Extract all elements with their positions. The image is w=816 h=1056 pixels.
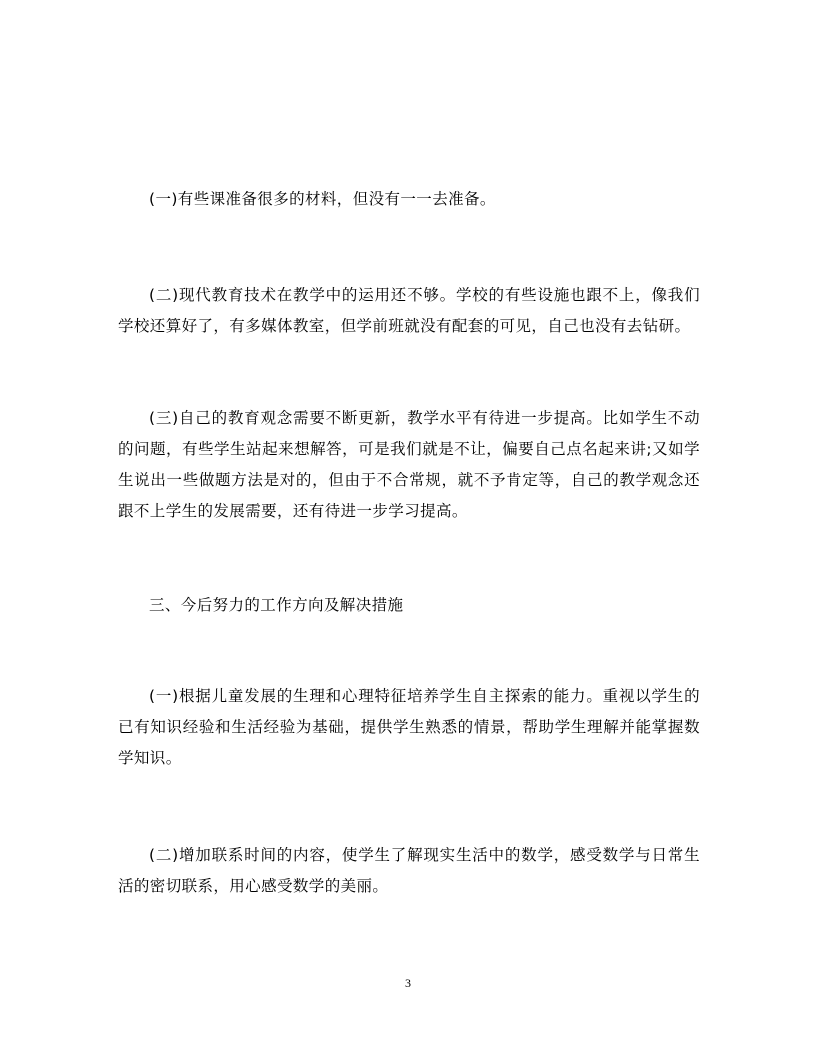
paragraph-4: (一)根据儿童发展的生理和心理特征培养学生自主探索的能力。重视以学生的已有知识经验和生活经验为基础，提供学生熟悉的情景，帮助学生理解并能掌握数学知识。 xyxy=(118,687,700,767)
paragraph-5: (二)增加联系时间的内容，使学生了解现实生活中的数学，感受数学与日常生活的密切联系，用心感受数学的美丽。 xyxy=(118,846,700,895)
page-number: 3 xyxy=(405,976,411,990)
paragraph-3: (三)自己的教育观念需要不断更新，教学水平有待进一步提高。比如学生不动的问题，有些学生站起来想解答，可是我们就是不让，偏要自己点名起来讲;又如学生说出一些做题方法是对的，但由于不合常规，就不予肯定等，自己的教学观念还跟不上学生的发展需要，还有待进一步学习提高。 xyxy=(118,409,700,520)
paragraph-1: (一)有些课准备很多的材料，但没有一一去准备。 xyxy=(149,190,496,208)
section-heading: 三、今后努力的工作方向及解决措施 xyxy=(149,596,404,614)
paragraph-2: (二)现代教育技术在教学中的运用还不够。学校的有些设施也跟不上，像我们学校还算好了，有多媒体教室，但学前班就没有配套的可见，自己也没有去钻研。 xyxy=(118,286,700,335)
